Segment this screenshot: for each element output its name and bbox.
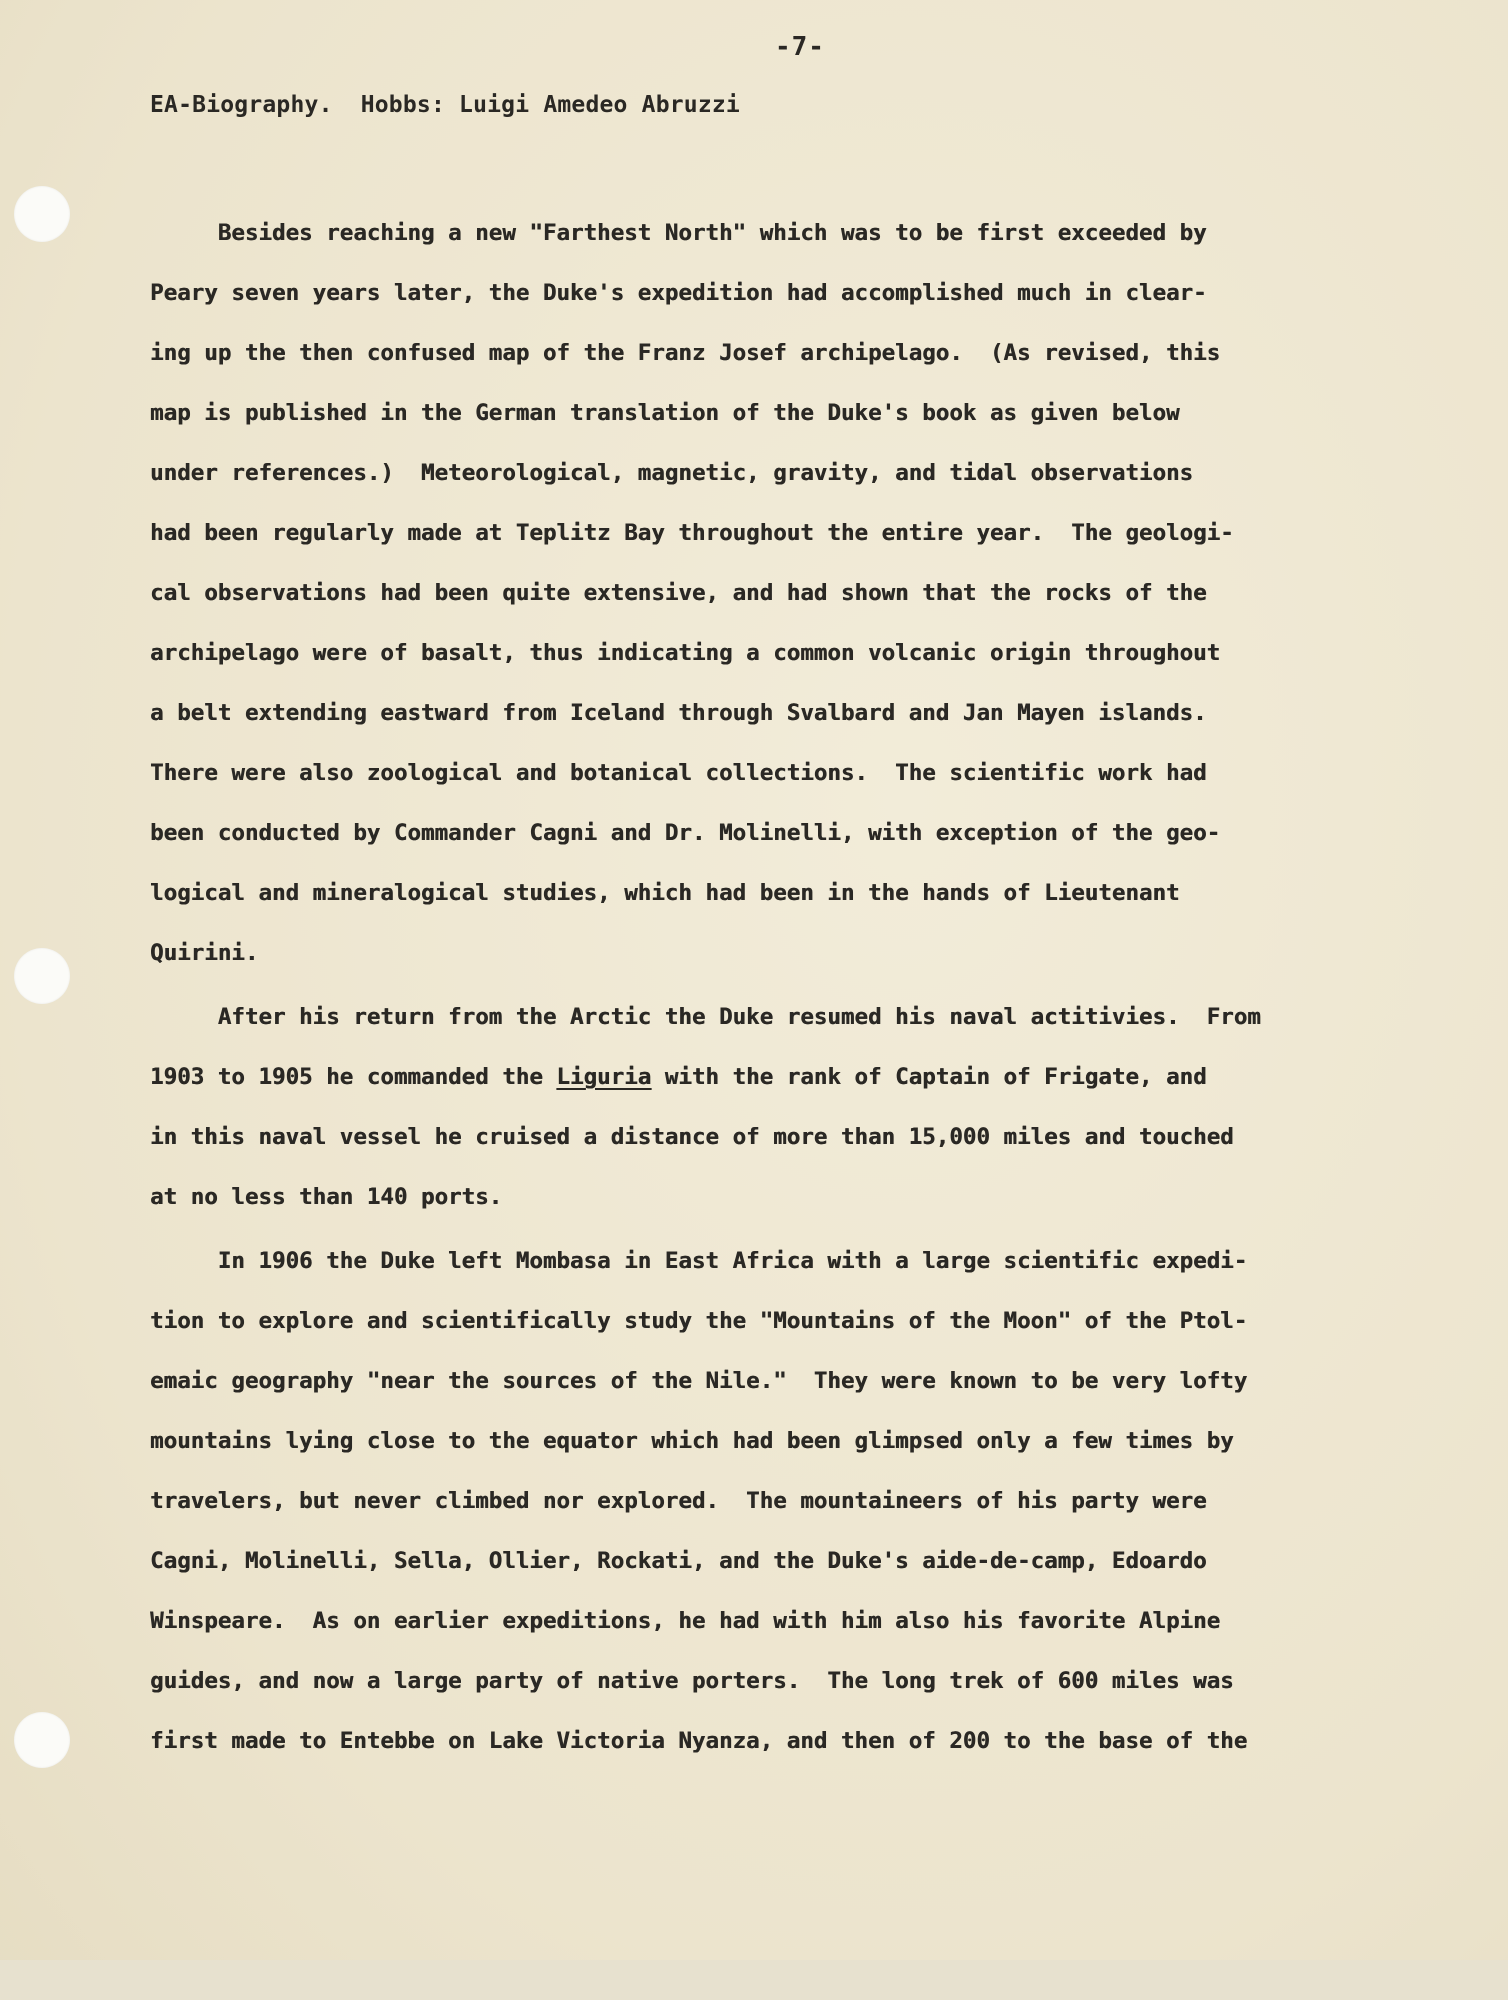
text-line: a belt extending eastward from Iceland through Svalbard and Jan Mayen islands. <box>150 700 1207 726</box>
punch-hole <box>14 948 70 1004</box>
text-line: cal observations had been quite extensive, and had shown that the rocks of the <box>150 580 1207 606</box>
text-line <box>150 1047 1400 1107</box>
document-body <box>150 203 1400 1771</box>
punch-hole <box>14 1712 70 1768</box>
text-line: After his return from the Arctic the Duke resumed his naval actitivies. From <box>150 1004 1261 1030</box>
text-line: been conducted by Commander Cagni and Dr. Molinelli, with exception of the geo- <box>150 820 1221 846</box>
text-line: had been regularly made at Teplitz Bay throughout the entire year. The geologi- <box>150 520 1234 546</box>
page-number: -7- <box>775 32 825 62</box>
text-line: in this naval vessel he cruised a distance of more than 15,000 miles and touched <box>150 1124 1234 1150</box>
text-line: Peary seven years later, the Duke's expedition had accomplished much in clear- <box>150 280 1207 306</box>
text-line: first made to Entebbe on Lake Victoria Nyanza, and then of 200 to the base of the <box>150 1728 1248 1754</box>
text-fragment: with the rank of Captain of Frigate, and <box>651 1064 1207 1090</box>
document-header: EA-Biography. Hobbs: Luigi Amedeo Abruzzi <box>150 92 740 118</box>
text-line: emaic geography "near the sources of the Nile." They were known to be very lofty <box>150 1368 1248 1394</box>
punch-hole <box>14 186 70 242</box>
text-line: at no less than 140 ports. <box>150 1184 503 1210</box>
text-line: tion to explore and scientifically study the "Mountains of the Moon" of the Ptol- <box>150 1308 1248 1334</box>
text-line: map is published in the German translation of the Duke's book as given below <box>150 400 1180 426</box>
text-line: Quirini. <box>150 940 259 966</box>
text-line: There were also zoological and botanical collections. The scientific work had <box>150 760 1207 786</box>
text-fragment: 1903 to 1905 he commanded the <box>150 1064 557 1090</box>
text-line: under references.) Meteorological, magnetic, gravity, and tidal observations <box>150 460 1194 486</box>
scan-margin <box>0 1960 1508 2000</box>
text-line: mountains lying close to the equator which had been glimpsed only a few times by <box>150 1428 1234 1454</box>
text-line: Cagni, Molinelli, Sella, Ollier, Rockati, and the Duke's aide-de-camp, Edoardo <box>150 1548 1207 1574</box>
text-line: Besides reaching a new "Farthest North" which was to be first exceeded by <box>150 220 1207 246</box>
ship-name: Liguria <box>556 1064 652 1090</box>
text-line: logical and mineralogical studies, which had been in the hands of Lieutenant <box>150 880 1180 906</box>
text-line: ing up the then confused map of the Franz Josef archipelago. (As revised, this <box>150 340 1221 366</box>
text-line: In 1906 the Duke left Mombasa in East Africa with a large scientific expedi- <box>150 1248 1248 1274</box>
text-line: archipelago were of basalt, thus indicating a common volcanic origin throughout <box>150 640 1221 666</box>
text-line: guides, and now a large party of native porters. The long trek of 600 miles was <box>150 1668 1234 1694</box>
text-line: travelers, but never climbed nor explored. The mountaineers of his party were <box>150 1488 1207 1514</box>
text-line: Winspeare. As on earlier expeditions, he had with him also his favorite Alpine <box>150 1608 1221 1634</box>
